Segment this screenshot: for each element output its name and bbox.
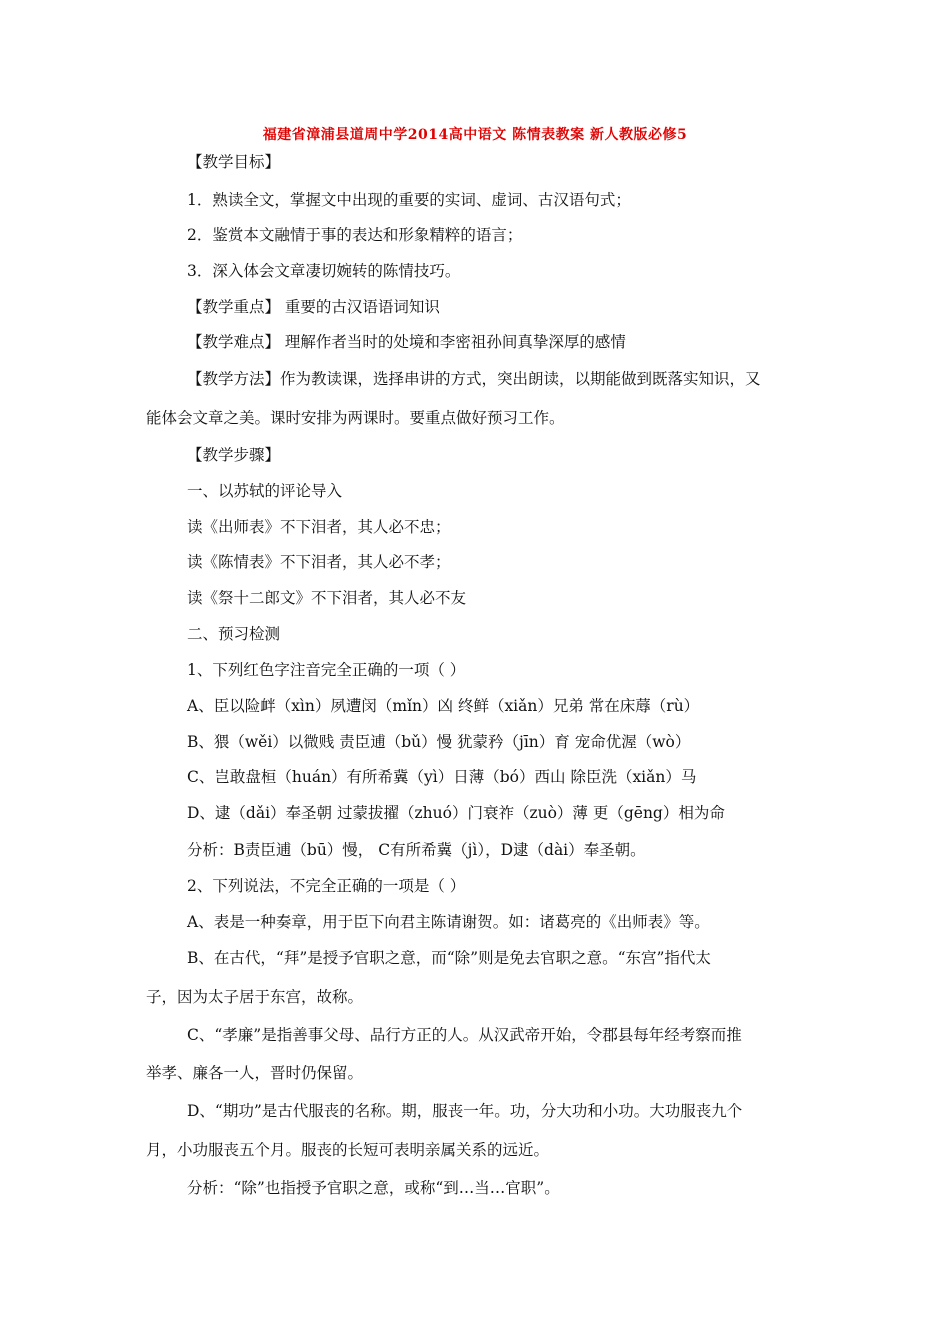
- step-title: 一、以苏轼的评论导入: [187, 482, 343, 500]
- document-title: 福建省漳浦县道周中学2014高中语文 陈情表教案 新人教版必修5: [262, 127, 688, 143]
- method-line: 能体会文章之美。课时安排为两课时。要重点做好预习工作。: [146, 409, 565, 427]
- goal-item: 2．鉴赏本文融情于事的表达和形象精粹的语言；: [187, 226, 523, 244]
- method-line: 【教学方法】作为教读课，选择串讲的方式，突出朗读，以期能做到既落实知识，又: [187, 370, 761, 388]
- question-2: 2、下列说法，不完全正确的一项是（ ）: [187, 877, 466, 895]
- difficulty: 【教学难点】 理解作者当时的处境和李密祖孙间真挚深厚的感情: [187, 333, 626, 351]
- quote-line: 读《陈情表》不下泪者，其人必不孝；: [187, 553, 451, 571]
- option-line: D、逮（dǎi）奉圣朝 过蒙拔擢（zhuó）门衰祚（zuò）薄 更（gēng）相为命: [187, 804, 725, 822]
- quote-line: 读《出师表》不下泪者，其人必不忠；: [187, 518, 451, 536]
- option-line: A、表是一种奏章，用于臣下向君主陈请谢贺。如：诸葛亮的《出师表》等。: [187, 913, 710, 931]
- goal-item: 1．熟读全文，掌握文中出现的重要的实词、虚词、古汉语句式；: [187, 191, 631, 209]
- option-line: B、在古代，“拜”是授予官职之意，而“除”则是免去官职之意。“东宫”指代太: [187, 949, 711, 967]
- option-line: B、猥（wěi）以微贱 责臣逋（bǔ）慢 犹蒙矜（jīn）育 宠命优渥（wò）: [187, 733, 691, 751]
- key-point: 【教学重点】 重要的古汉语语词知识: [187, 298, 440, 316]
- step-title: 二、预习检测: [187, 625, 281, 643]
- steps-header: 【教学步骤】: [187, 446, 281, 464]
- option-line: D、“期功”是古代服丧的名称。期，服丧一年。功，分大功和小功。大功服丧九个: [187, 1102, 743, 1120]
- option-line: A、臣以险衅（xìn）夙遭闵（mǐn）凶 终鲜（xiǎn）兄弟 常在床蓐（rù）: [187, 697, 700, 715]
- analysis-line: 分析：B责臣逋（bū）慢， C有所希冀（jì），D逮（dài）奉圣朝。: [187, 841, 646, 859]
- analysis-line: 分析：“除”也指授予官职之意，或称“到…当…官职”。: [187, 1179, 560, 1197]
- goals-header: 【教学目标】: [187, 153, 281, 171]
- question-1: 1、下列红色字注音完全正确的一项（ ）: [187, 661, 466, 679]
- option-line: C、岂敢盘桓（huán）有所希冀（yì）日薄（bó）西山 除臣洗（xiǎn）马: [187, 768, 697, 786]
- option-line: 月，小功服丧五个月。服丧的长短可表明亲属关系的远近。: [146, 1141, 550, 1159]
- option-line: C、“孝廉”是指善事父母、品行方正的人。从汉武帝开始，令郡县每年经考察而推: [187, 1026, 742, 1044]
- quote-line: 读《祭十二郎文》不下泪者，其人必不友: [187, 589, 467, 607]
- option-line: 子，因为太子居于东宫，故称。: [146, 988, 364, 1006]
- option-line: 举孝、廉各一人，晋时仍保留。: [146, 1064, 364, 1082]
- goal-item: 3．深入体会文章凄切婉转的陈情技巧。: [187, 262, 461, 280]
